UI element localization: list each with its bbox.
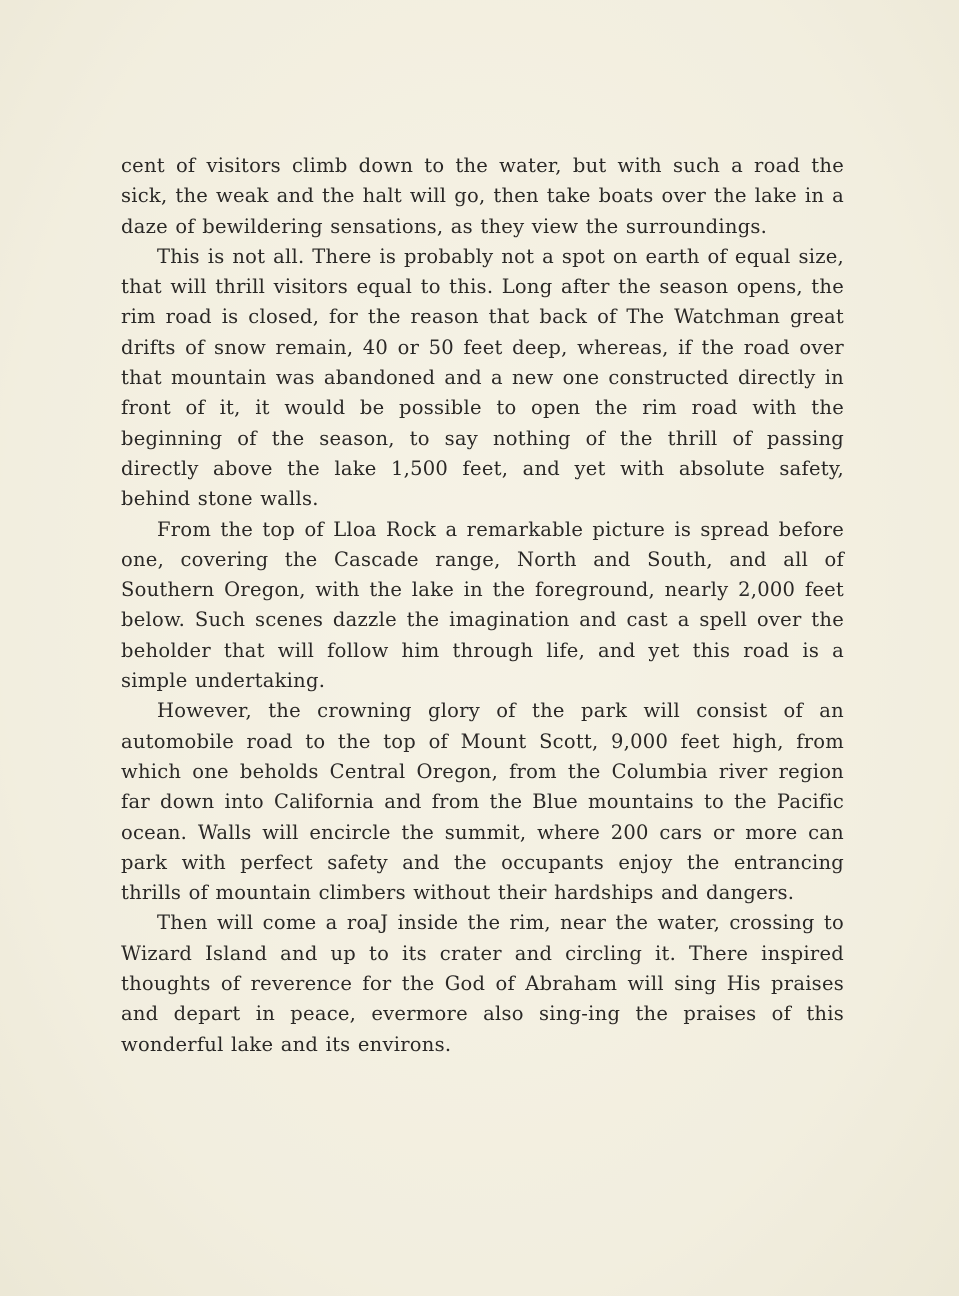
paragraph-3: From the top of Lloa Rock a remarkable picture is spread before one, covering the Cascade range, North and South, and all of Southern Oregon, with the lake in the foreground, nearly 2,000 feet below. Such scenes dazzle the imagination and cast a spell over the beholder that will follow him through life, and yet this road is a simple undertaking. xyxy=(121,517,844,693)
body-text xyxy=(121,151,844,1060)
paragraph-4: However, the crowning glory of the park will consist of an automobile road to the top of Mount Scott, 9,000 feet high, from which one beholds Central Oregon, from the Columbia river region far down into California and from the Blue mountains to the Pacific ocean. Walls will encircle the summit, where 200 cars or more can park with perfect safety and the occupants enjoy the entrancing thrills of mountain climbers without their hardships and dangers. xyxy=(121,699,844,905)
paragraph-5: Then will come a roaJ inside the rim, near the water, crossing to Wizard Island and up to its crater and circling it. There inspired thoughts of reverence for the God of Abraham will sing His praises and depart in peace, evermore also sing-ing the praises of this wonderful lake and its environs. xyxy=(121,911,844,1056)
paragraph-1: cent of visitors climb down to the water, but with such a road the sick, the weak and the halt will go, then take boats over the lake in a daze of bewildering sensations, as they view the surroundings. xyxy=(121,154,844,238)
paragraph-2: This is not all. There is probably not a spot on earth of equal size, that will thrill visitors equal to this. Long after the season opens, the rim road is closed, for the reason that back of The Watchman great drifts of snow remain, 40 or 50 feet deep, whereas, if the road over that mountain was abandoned and a new one constructed directly in front of it, it would be possible to open the rim road with the beginning of the season, to say nothing of the thrill of passing directly above the lake 1,500 feet, and yet with absolute safety, behind stone walls. xyxy=(121,244,844,511)
